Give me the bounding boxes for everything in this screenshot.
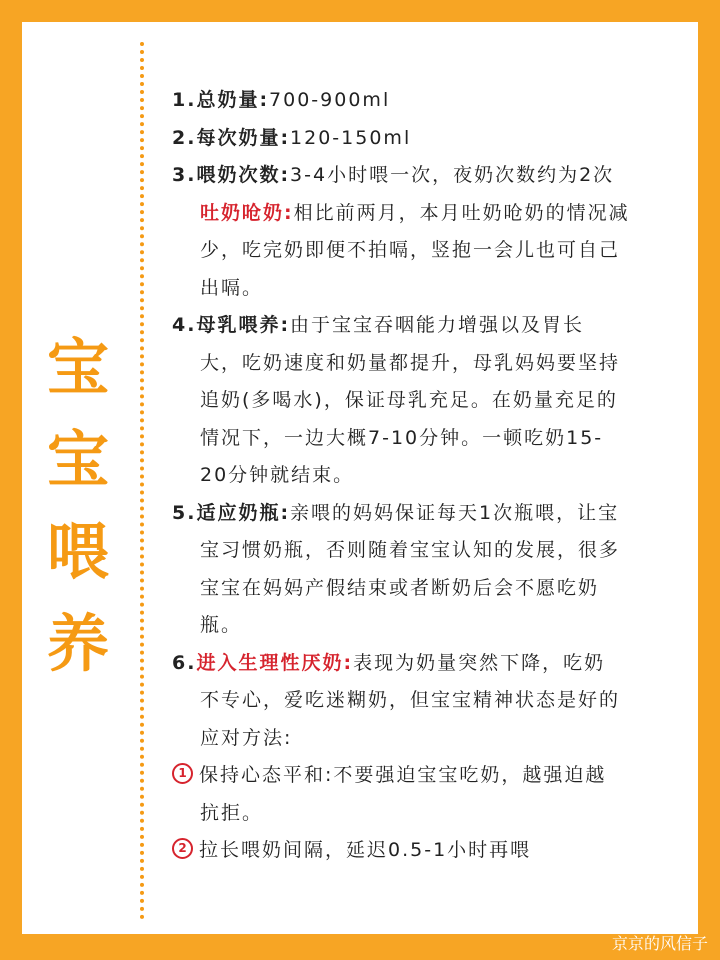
item-text-line: 追奶(多喝水)，保证母乳充足。在奶量充足的: [200, 389, 618, 411]
item-text: 由于宝宝吞咽能力增强以及胃长: [290, 314, 585, 336]
watermark: 京京的风信子: [611, 934, 708, 953]
item-text-line: 应对方法:: [200, 726, 293, 749]
item-text-line: 瓶。: [200, 614, 243, 636]
item-number: 6.: [172, 651, 197, 674]
item-text-line: 出嗝。: [200, 276, 264, 299]
item-text-line: 不专心，爱吃迷糊奶，但宝宝精神状态是好的: [200, 689, 621, 711]
title-char: 喂: [46, 515, 109, 588]
item-label: 3.喂奶次数:: [172, 164, 291, 186]
item-text-line: 宝宝在妈妈产假结束或者断奶后会不愿吃奶: [200, 576, 600, 599]
item-text: 700-900ml: [269, 89, 391, 111]
list-item: [172, 82, 682, 120]
item-label: 5.适应奶瓶:: [172, 501, 291, 524]
dotted-divider: [140, 42, 144, 920]
item-text-line: 情况下，一边大概7-10分钟。一顿吃奶15-: [200, 426, 604, 449]
item-text: 相比前两月，本月吐奶呛奶的情况减: [293, 201, 630, 224]
method-item: [172, 832, 682, 870]
page-title: [42, 322, 114, 690]
list-item: [172, 195, 682, 233]
content-card: [22, 22, 698, 934]
item-text: 保持心态平和:不要强迫宝宝吃奶，越强迫越: [199, 764, 607, 786]
item-text: 120-150ml: [290, 126, 412, 149]
title-char: 养: [46, 607, 109, 680]
item-text-line: 大，吃奶速度和奶量都提升，母乳妈妈要坚持: [200, 351, 621, 374]
method-item: [172, 757, 682, 795]
title-column: [22, 22, 144, 934]
list-item: [172, 120, 682, 158]
item-text-line: 宝习惯奶瓶，否则随着宝宝认知的发展，很多: [200, 539, 621, 561]
item-text: 拉长喂奶间隔，延迟0.5-1小时再喂: [199, 839, 532, 861]
list-item: [172, 157, 682, 195]
title-char: 宝: [46, 423, 109, 496]
tips-list: [172, 82, 682, 870]
item-label: 4.母乳喂养:: [172, 314, 291, 336]
highlight-label: 吐奶呛奶:: [200, 201, 294, 224]
title-char: 宝: [46, 331, 109, 404]
item-text: 3-4小时喂一次，夜奶次数约为2次: [290, 164, 615, 186]
list-item: [172, 307, 682, 345]
list-item: [172, 645, 682, 683]
list-item: [172, 495, 682, 533]
circled-number-icon: 2: [172, 838, 193, 859]
highlight-label: 进入生理性厌奶:: [196, 651, 354, 674]
circled-number-icon: 1: [172, 763, 193, 784]
item-label: 2.每次奶量:: [172, 126, 291, 149]
item-text-line: 20分钟就结束。: [200, 464, 355, 486]
item-text: 亲喂的妈妈保证每天1次瓶喂，让宝: [290, 501, 620, 524]
item-text-line: 少，吃完奶即便不拍嗝，竖抱一会儿也可自己: [200, 239, 621, 261]
item-label: 1.总奶量:: [172, 89, 270, 111]
item-text: 表现为奶量突然下降，吃奶: [353, 651, 606, 674]
item-text-line: 抗拒。: [200, 801, 264, 824]
